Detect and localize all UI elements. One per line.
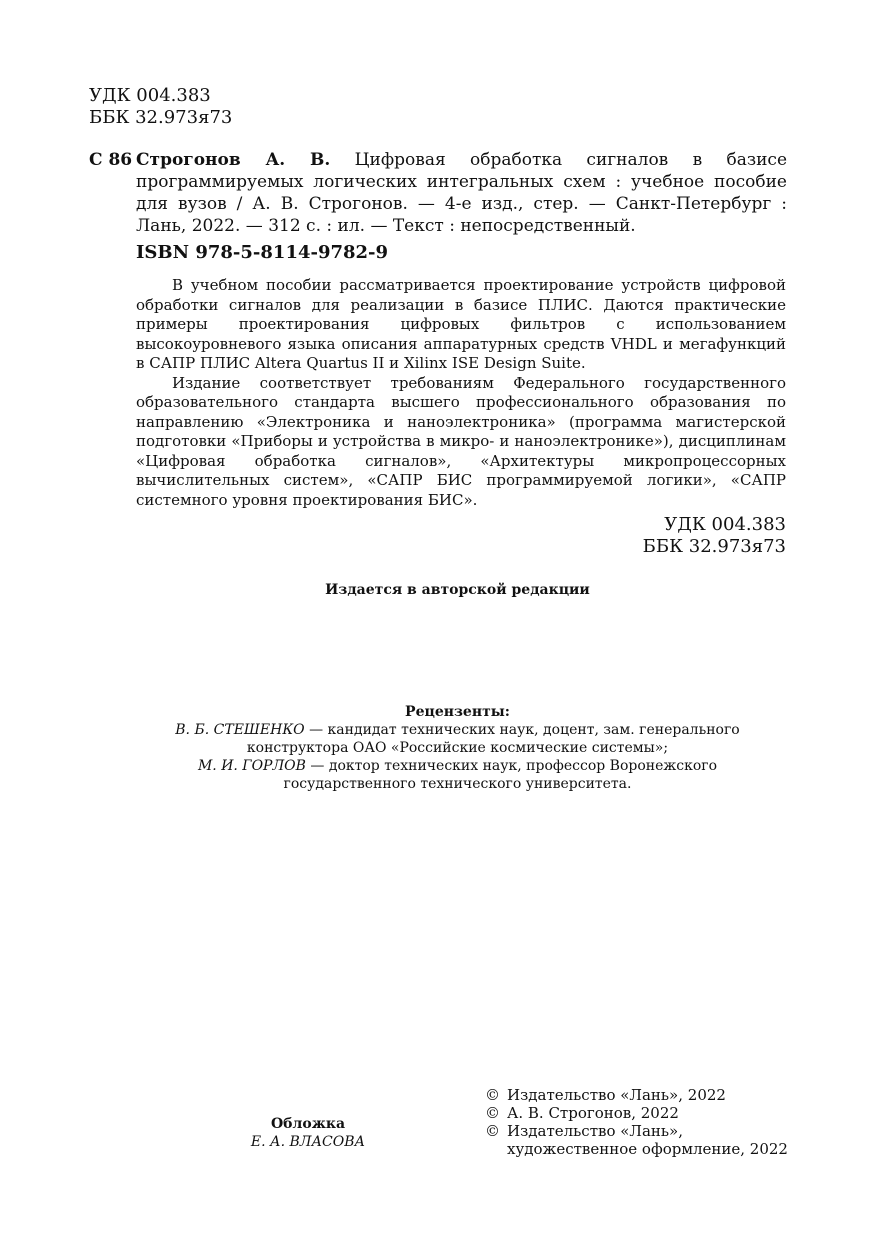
annotation-paragraph-1: В учебном пособии рассматривается проектирование устройств цифровой обработки сигналов для реализации в базисе ПЛИС. Даются практические примеры проектирования цифровых фильтров с использованием высокоуровневого языка описания аппаратурных средств VHDL и мегафункций в САПР ПЛИС Altera Quartus II и Xilinx ISE Design Suite.	[136, 276, 786, 372]
reviewer-1	[150, 721, 765, 757]
udk-code: УДК 004.383	[89, 85, 211, 106]
annotation-paragraph-2: Издание соответствует требованиям Федерального государственного образовательного стандарта высшего профессионального образования по направлению «Электроника и наноэлектроника» (программа магистерской подготовки «Приборы и устройства в микро- и наноэлектронике»), дисциплинам «Цифровая обработка сигналов», «Архитектуры микропроцессорных вычислительных систем», «САПР БИС программируемой логики», «САПР системного уровня проектирования БИС».	[136, 373, 786, 509]
copyright-text-1: Издательство «Лань», 2022	[507, 1086, 726, 1104]
copyright-text-3: Издательство «Лань»,	[507, 1122, 684, 1140]
copyright-line-3	[485, 1122, 788, 1140]
reviewers-title: Рецензенты:	[405, 704, 510, 720]
isbn: ISBN 978-5-8114-9782-9	[136, 242, 389, 263]
cover-designer: Е. А. ВЛАСОВА	[250, 1134, 366, 1150]
copyright-icon: ©	[485, 1104, 500, 1122]
classification-block-bottom	[643, 514, 786, 558]
bibliographic-description	[136, 149, 787, 237]
cover-credit	[228, 1115, 388, 1151]
copyright-indent	[485, 1140, 507, 1158]
copyright-icon: ©	[485, 1086, 500, 1104]
classification-block-top	[89, 85, 232, 129]
copyright-text-4: художественное оформление, 2022	[507, 1140, 788, 1158]
copyright-icon: ©	[485, 1122, 500, 1140]
author-mark: С 86	[89, 150, 133, 170]
copyright-line-2	[485, 1104, 788, 1122]
reviewer-2	[150, 757, 765, 793]
entry-text: Цифровая обработка сигналов в базисе программируемых логических интегральных схем : учебное пособие для вузов / А. В. Строгонов. — 4-е изд., стер. — Санкт-Петербург : Лань, 2022. — 312 с. : ил. — Текст : непосредственный.	[136, 150, 788, 236]
copyright-text-2: А. В. Строгонов, 2022	[507, 1104, 679, 1122]
entry-author: Строгонов А. В.	[136, 150, 331, 170]
reviewer-2-name: М. И. ГОРЛОВ	[197, 758, 306, 774]
copyright-line-1	[485, 1086, 788, 1104]
udk-code-bottom: УДК 004.383	[664, 514, 786, 535]
bbk-code: ББК 32.973я73	[89, 107, 233, 128]
cover-title: Обложка	[270, 1116, 346, 1132]
annotation	[136, 276, 786, 510]
edition-note: Издается в авторской редакции	[325, 582, 590, 598]
copyright-line-4	[485, 1140, 788, 1158]
reviewer-1-name: В. Б. СТЕШЕНКО	[175, 722, 305, 738]
reviewer-2-text: — доктор технических наук, профессор Воронежского государственного технического университета.	[283, 758, 718, 792]
copyright-block	[485, 1086, 788, 1158]
reviewers-block	[150, 703, 765, 793]
bbk-code-bottom: ББК 32.973я73	[642, 536, 786, 557]
reviewer-1-text: — кандидат технических наук, доцент, зам. генерального конструктора ОАО «Российские космические системы»;	[246, 722, 740, 756]
bibliographic-entry	[89, 149, 787, 237]
